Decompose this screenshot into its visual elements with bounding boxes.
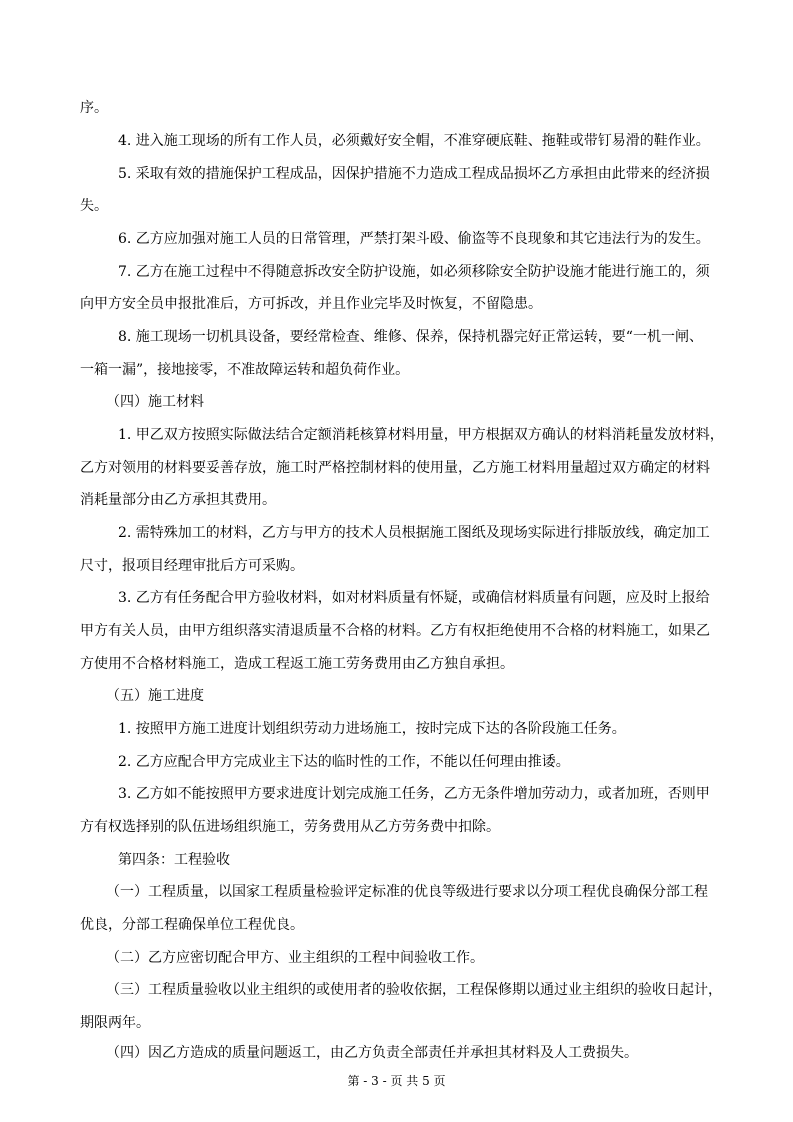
- paragraph-line: 4. 进入施工现场的所有工作人员，必须戴好安全帽，不准穿硬底鞋、拖鞋或带钉易滑的鞋作业。: [118, 133, 710, 149]
- paragraph-line: 乙方对领用的材料要妥善存放，施工时严格控制材料的使用量，乙方施工材料用量超过双方确定的材料: [80, 460, 710, 476]
- article-heading: 第四条：工程验收: [118, 852, 230, 868]
- paragraph-line: 序。: [80, 100, 108, 116]
- paragraph-line: 方使用不合格材料施工，造成工程返工施工劳务费用由乙方独自承担。: [80, 656, 514, 672]
- paragraph-line: 8. 施工现场一切机具设备，要经常检查、维修、保养，保持机器完好正常运转，要“一机一闸、: [118, 329, 703, 345]
- paragraph-line: 1. 甲乙双方按照实际做法结合定额消耗核算材料用量，甲方根据双方确认的材料消耗量发放材料，: [118, 427, 724, 443]
- page-footer: 第 - 3 - 页 共 5 页: [347, 1074, 446, 1088]
- paragraph-line: 3. 乙方如不能按照甲方要求进度计划完成施工任务，乙方无条件增加劳动力，或者加班，否则甲: [118, 786, 710, 802]
- paragraph-line: （三）工程质量验收以业主组织的或使用者的验收依据，工程保修期以通过业主组织的验收日起计，: [106, 982, 722, 998]
- paragraph-line: （二）乙方应密切配合甲方、业主组织的工程中间验收工作。: [106, 950, 484, 966]
- paragraph-line: 消耗量部分由乙方承担其费用。: [80, 492, 276, 508]
- paragraph-line: 5. 采取有效的措施保护工程成品，因保护措施不力造成工程成品损坏乙方承担由此带来的经济损: [118, 166, 710, 182]
- paragraph-line: 失。: [80, 198, 108, 214]
- paragraph-line: 7. 乙方在施工过程中不得随意拆改安全防护设施，如必须移除安全防护设施才能进行施工的，须: [118, 264, 710, 280]
- paragraph-line: （四）因乙方造成的质量问题返工，由乙方负责全部责任并承担其材料及人工费损失。: [106, 1045, 638, 1061]
- paragraph-line: 2. 需特殊加工的材料，乙方与甲方的技术人员根据施工图纸及现场实际进行排版放线，确定加工: [118, 525, 710, 541]
- paragraph-line: 优良，分部工程确保单位工程优良。: [80, 917, 304, 933]
- paragraph-line: 6. 乙方应加强对施工人员的日常管理，严禁打架斗殴、偷盗等不良现象和其它违法行为的发生。: [118, 231, 710, 247]
- section-heading: （四）施工材料: [106, 394, 204, 410]
- paragraph-line: 方有权选择别的队伍进场组织施工，劳务费用从乙方劳务费中扣除。: [80, 819, 500, 835]
- paragraph-line: 2. 乙方应配合甲方完成业主下达的临时性的工作，不能以任何理由推诿。: [118, 754, 570, 770]
- paragraph-line: 向甲方安全员申报批准后，方可拆改，并且作业完毕及时恢复，不留隐患。: [80, 296, 542, 312]
- paragraph-line: 尺寸，报项目经理审批后方可采购。: [80, 558, 304, 574]
- paragraph-line: （一）工程质量，以国家工程质量检验评定标准的优良等级进行要求以分项工程优良确保分部工程: [106, 884, 708, 900]
- paragraph-line: 期限两年。: [80, 1015, 150, 1031]
- paragraph-line: 甲方有关人员，由甲方组织落实清退质量不合格的材料。乙方有权拒绝使用不合格的材料施工，如果乙: [80, 623, 710, 639]
- paragraph-line: 一箱一漏”，接地接零，不准故障运转和超负荷作业。: [80, 362, 410, 378]
- paragraph-line: 1. 按照甲方施工进度计划组织劳动力进场施工，按时完成下达的各阶段施工任务。: [118, 721, 626, 737]
- section-heading: （五）施工进度: [106, 688, 204, 704]
- paragraph-line: 3. 乙方有任务配合甲方验收材料，如对材料质量有怀疑，或确信材料质量有问题，应及时上报给: [118, 590, 710, 606]
